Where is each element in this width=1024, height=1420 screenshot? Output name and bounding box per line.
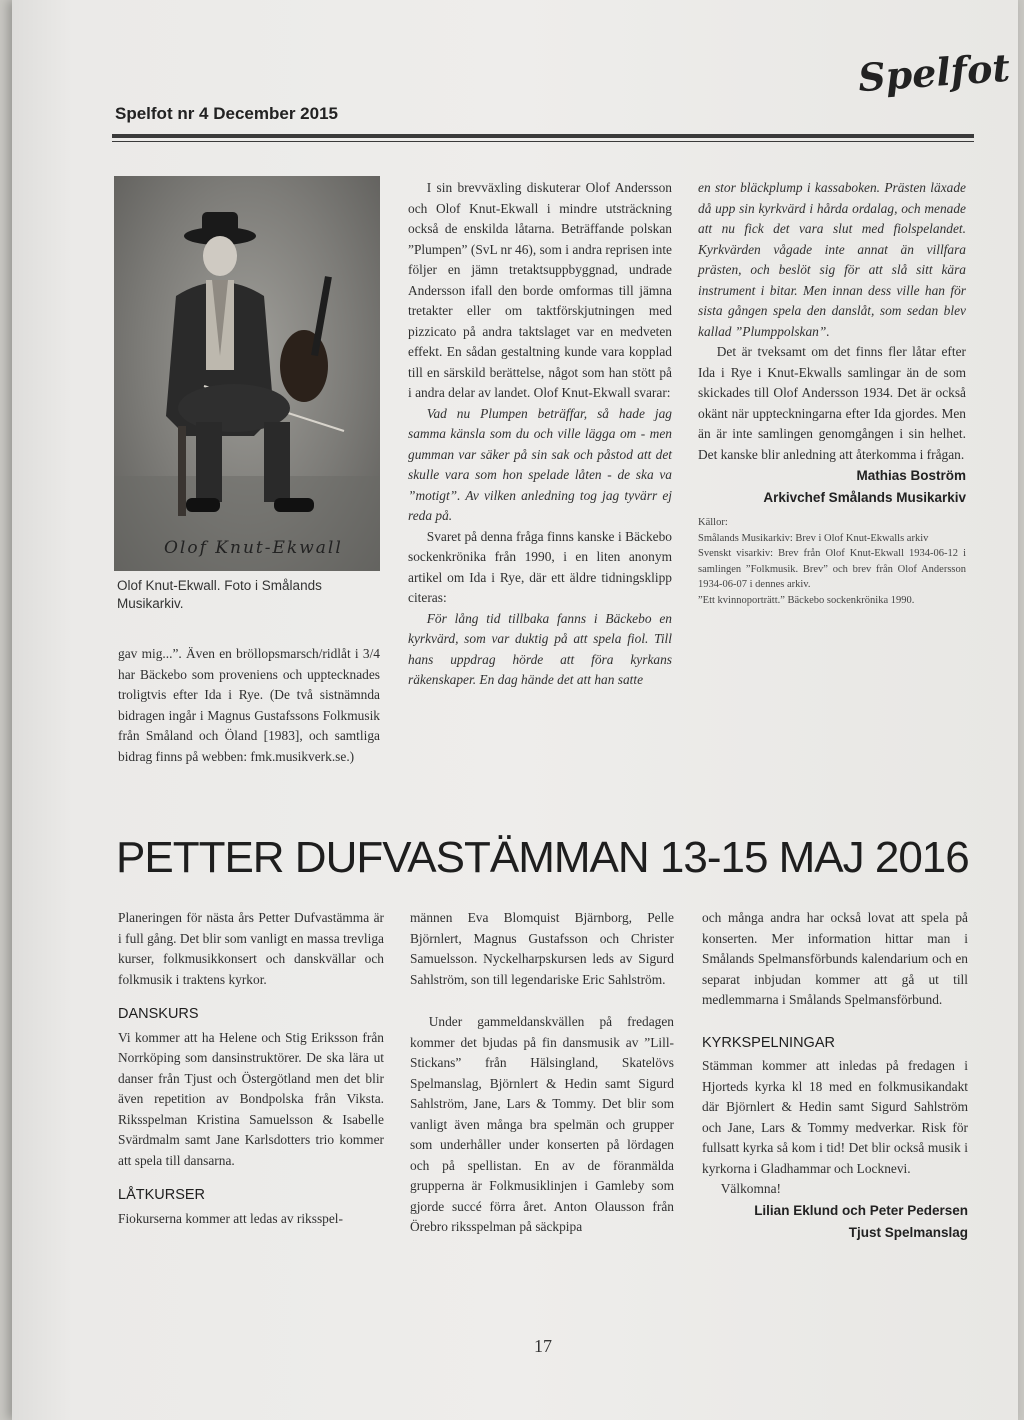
column-2-quote-2: För lång tid tillbaka fanns i Bäckebo en kyrkvärd, som var duktig på att spela fiol. Till hans uppdrag hörde att föra kyrkans räkenskaper. En dag hände det att han satte	[408, 610, 672, 687]
danskurs-paragraph: Vi kommer att ha Helene och Stig Eriksson från Norrköping som dansinstruktörer. De ska lära ut danser från Tjust och Östergötland men det blir även repetition av Bondpolska från Viksta. Riksspelman Kristina Samuelsson & Isabelle Svärdmalm samt Jane Karlsdotters trio kommer att spela till dansarna.	[118, 1029, 384, 1168]
column-3-paragraph: Det är tveksamt om det finns fler låtar efter Ida i Rye i Knut-Ekwalls samlingar än de som skickades till Olof Andersson 1934. Det är också okänt när uppteckningarna efter Ida gjordes. Men än är inte samlingen genomgången i sin helhet. Det kanske blir anledning att återkomma i frågan.	[698, 344, 966, 462]
fiddler-illustration	[114, 176, 380, 571]
page-number: 17	[534, 1336, 552, 1356]
issue-header: Spelfot nr 4 December 2015	[115, 104, 338, 123]
source-item: Smålands Musikarkiv: Brev i Olof Knut-Ekwalls arkiv	[698, 532, 929, 544]
column-2	[408, 178, 672, 691]
source-item: ”Ett kvinnoporträtt.” Bäckebo sockenkrönika 1990.	[698, 594, 915, 606]
article-headline: PETTER DUFVASTÄMMAN 13-15 MAJ 2016	[116, 833, 969, 882]
welcome-text: Välkomna!	[720, 1181, 781, 1196]
author-title: Arkivchef Smålands Musikarkiv	[763, 490, 966, 505]
header-rule	[112, 134, 974, 138]
section-heading-kyrkspelningar: KYRKSPELNINGAR	[702, 1034, 835, 1051]
lower-column-2-paragraph-2: Under gammeldanskvällen på fredagen kommer det bjudas på fin dansmusik av ”Lill-Stickans” från Hälsingland, Skatelövs Spelmanslag, Björnlert & Hedin samt Sigurd Sahlström, Jane, Lars & Tommy. Det blir som vanligt även många bra spelmän och grupper som underhåller under konserten på lördagen och på spellistan. En av de föranmälda grupperna är Folkmusiklinjen i Gamleby som gjorde succé förra året. Anton Olausson från Örebro riksspelman på säckpipa	[410, 1014, 674, 1234]
photo-caption: Olof Knut-Ekwall. Foto i Smålands Musikarkiv.	[117, 578, 322, 611]
kyrkspelningar-paragraph: Stämman kommer att inledas på fredagen i Hjorteds kyrka kl 18 med en folkmusikandakt där Björnlert & Hedin samt Sigurd Sahlström och Jane, Lars & Tommy medverkar. Risk för fullsatt kyrka så kom i tid! Det blir också musik i kyrkorna i Gladhammar och Locknevi.	[702, 1058, 968, 1176]
photo-signature: Olof Knut-Ekwall	[164, 538, 343, 558]
column-1	[118, 644, 380, 767]
section-heading-latkurser: LÅTKURSER	[118, 1187, 206, 1203]
intro-paragraph: Planeringen för nästa års Petter Dufvastämma är i full gång. Det blir som vanligt en massa trevliga kurser, folkmusikkonsert och danskvällar och folkmusik i traktens kyrkor.	[118, 910, 384, 987]
latkurser-paragraph: Fiokurserna kommer att ledas av riksspel-	[118, 1210, 343, 1226]
organizer-names: Lilian Eklund och Peter Pedersen	[754, 1202, 968, 1218]
lower-column-1	[118, 908, 384, 1229]
lower-column-2	[410, 908, 674, 1238]
column-2-paragraph: I sin brevväxling diskuterar Olof Andersson och Olof Knut-Ekwall i mindre utsträckning också de enskilda låtarna. Beträffande polskan ”Plumpen” (SvL nr 46), som i andra reprisen inte följer en jämn tretaktsuppbyggnad, undrade Andersson ifall den borde omformas till jämna tretakter eller om taktförskjutningen med pizzicato på andra taktslaget var en medveten effekt. En sådan gestaltning kunde vara kopplad till en särskild berättelse, något som han stött på i andra delar av landet. Olof Knut-Ekwall svarar:	[408, 180, 672, 400]
spelfot-logo: Spelfot	[856, 44, 1012, 101]
lower-column-3-paragraph: och många andra har också lovat att spela på konserten. Mer information hittar man i Smålands Spelmansförbunds kalendarium och en separat inbjudan kommer att gå ut till medlemmarna i Smålands Spelmansförbund.	[702, 910, 968, 1007]
column-3	[698, 178, 966, 608]
magazine-page	[12, 0, 1018, 1420]
section-heading-danskurs: DANSKURS	[118, 1006, 199, 1022]
header-rule-thin	[112, 141, 974, 142]
column-2-paragraph-2: Svaret på denna fråga finns kanske i Bäckebo sockenkrönika från 1990, i en liten anonym artikel om Ida i Rye, där ett äldre tidningsklipp citeras:	[408, 528, 672, 605]
column-1-text: gav mig...”. Även en bröllopsmarsch/ridlåt i 3/4 har Bäckebo som proveniens och upptecknades troligtvis efter Ida i Rye. (De två sistnämnda bidragen ingår i Magnus Gustafssons Folkmusik från Småland och Öland [1983], och samtliga bidrag finns på webben: fmk.musikverk.se.)	[118, 646, 380, 764]
author-name: Mathias Boström	[856, 468, 966, 483]
organizer-group: Tjust Spelmanslag	[848, 1224, 968, 1240]
portrait-photo	[114, 176, 380, 571]
column-3-quote: en stor bläckplump i kassaboken. Prästen läxade då upp sin kyrkvärd i hårda ordalag, och menade att nu fick det vara slut med fiolspelandet. Kyrkvärden vågade inte annat än villfara prästen, och beslöt sig för att slå sitt kära instrument i bitar. Men innan dess ville han för sista gången spela den danslåt, som sedan blev kallad ”Plumppolskan”.	[698, 180, 966, 339]
lower-column-2-paragraph: männen Eva Blomquist Bjärnborg, Pelle Björnlert, Magnus Gustafsson och Christer Samuelsson. Nyckelharpskursen leds av Sigurd Sahlström, son till legendariske Eric Sahlström.	[410, 910, 674, 987]
lower-column-3	[702, 908, 968, 1244]
sources-label: Källor:	[698, 517, 728, 528]
column-2-quote: Vad nu Plumpen beträffar, så hade jag samma känsla som du och ville lägga om - men gumman var säker på sin sak och påstod att det skulle vara som hon spelade låten - de ska va ”motigt”. Av vilken anledning tog jag tyvärr ej reda på.	[408, 405, 672, 523]
source-item: Svenskt visarkiv: Brev från Olof Knut-Ekwall 1934-06-12 i samlingen ”Folkmusik. Brev” och brev från Olof Andersson 1934-06-07 i dennes arkiv.	[698, 548, 966, 590]
